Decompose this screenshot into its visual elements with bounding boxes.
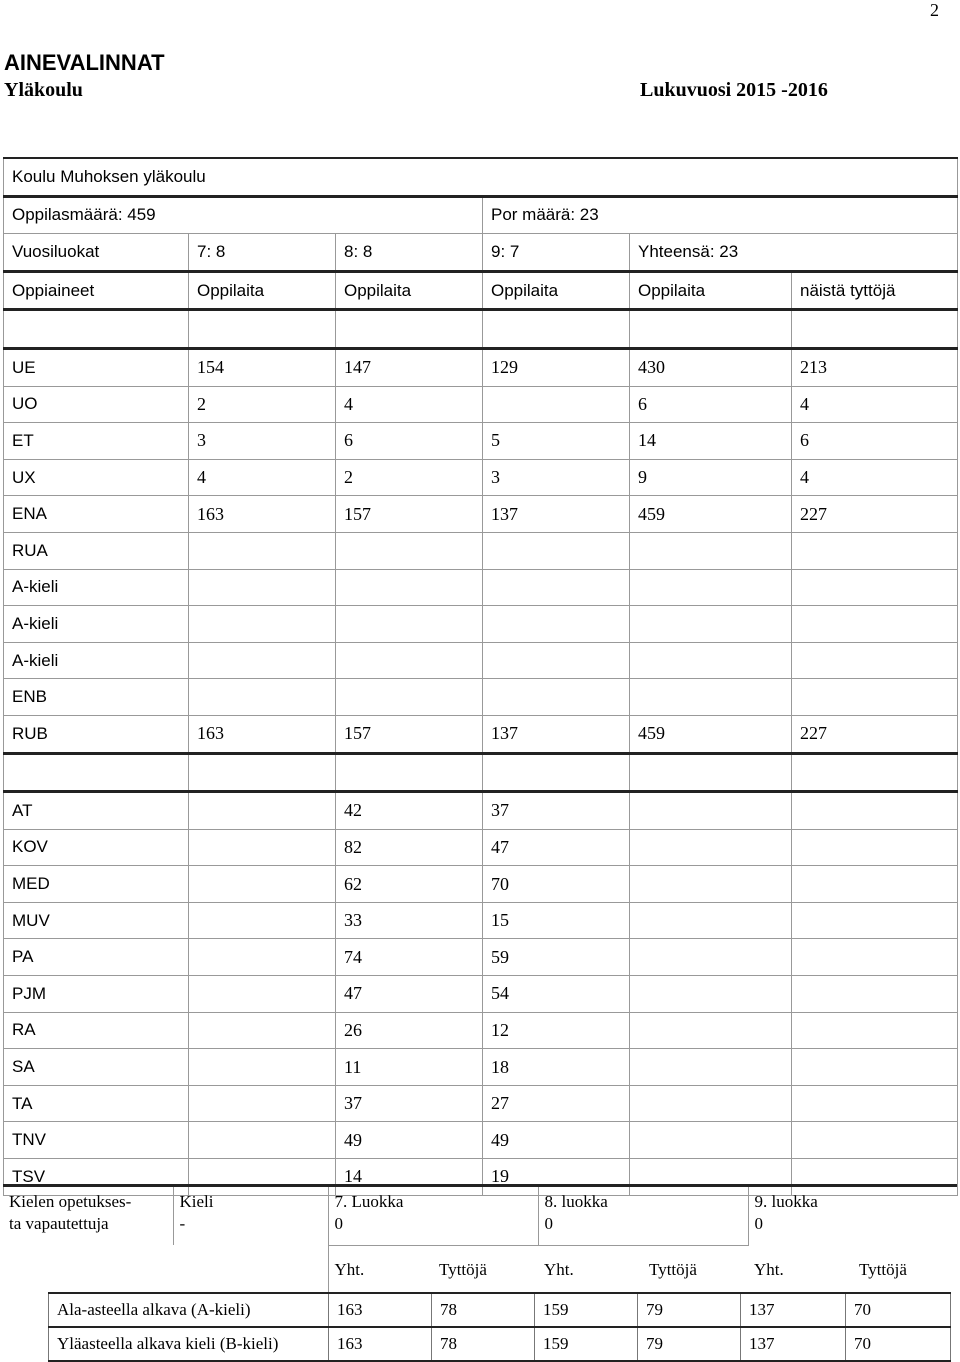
- subject-value: [189, 532, 336, 569]
- subject-value: 27: [483, 1085, 630, 1122]
- subject-row: [4, 679, 958, 716]
- subject-value: 213: [792, 348, 958, 386]
- subject-row: [4, 866, 958, 903]
- grade9-cell: [748, 1186, 957, 1246]
- grade8-value: 0: [544, 1214, 553, 1233]
- subject-value: 157: [336, 715, 483, 753]
- subject-value: [189, 606, 336, 643]
- subject-value: [630, 792, 792, 830]
- exempt-header-row: [3, 1186, 957, 1246]
- subject-name: PJM: [4, 976, 189, 1013]
- subject-value: [189, 829, 336, 866]
- classes-total: Yhteensä: 23: [630, 234, 958, 272]
- classes-label: Vuosiluokat: [4, 234, 189, 272]
- sub-header: Yht.: [544, 1260, 574, 1280]
- lang-start-value: 78: [432, 1327, 535, 1361]
- subject-value: [630, 866, 792, 903]
- subject-name: A-kieli: [4, 569, 189, 606]
- subject-value: 59: [483, 939, 630, 976]
- subject-name: TNV: [4, 1122, 189, 1159]
- subject-name: PA: [4, 939, 189, 976]
- subject-name: A-kieli: [4, 606, 189, 643]
- subject-name: RUA: [4, 532, 189, 569]
- subject-name: KOV: [4, 829, 189, 866]
- subject-value: 47: [483, 829, 630, 866]
- col-header: Oppilaita: [630, 271, 792, 310]
- subject-name: RA: [4, 1012, 189, 1049]
- subject-row: [4, 496, 958, 533]
- col-header: Oppiaineet: [4, 271, 189, 310]
- lang-start-value: 163: [329, 1327, 432, 1361]
- subject-value: [189, 569, 336, 606]
- subject-value: 459: [630, 715, 792, 753]
- subject-value: 157: [336, 496, 483, 533]
- subject-value: 6: [792, 423, 958, 460]
- subject-value: [630, 939, 792, 976]
- subject-row: [4, 642, 958, 679]
- sub-header: Yht.: [328, 1245, 433, 1295]
- sub-header: Tyttöjä: [439, 1260, 487, 1280]
- subject-value: 26: [336, 1012, 483, 1049]
- subject-value: [792, 1012, 958, 1049]
- grade7-cell: [328, 1186, 538, 1246]
- subject-value: [336, 569, 483, 606]
- exempt-label-line2: ta vapautettuja: [9, 1214, 109, 1233]
- subject-value: 14: [630, 423, 792, 460]
- subject-value: 430: [630, 348, 792, 386]
- subject-value: 459: [630, 496, 792, 533]
- subject-value: 18: [483, 1049, 630, 1086]
- subject-row: [4, 829, 958, 866]
- subject-value: 37: [336, 1085, 483, 1122]
- lang-start-value: 70: [846, 1327, 951, 1361]
- sub-header: Tyttöjä: [649, 1260, 697, 1280]
- subject-value: 82: [336, 829, 483, 866]
- grade8-cell: [538, 1186, 748, 1246]
- subject-value: 3: [189, 423, 336, 460]
- school-level: Yläkoulu: [4, 79, 83, 101]
- kieli-cell: [173, 1186, 328, 1246]
- exempt-label: [3, 1186, 173, 1246]
- subject-name: RUB: [4, 715, 189, 753]
- lang-start-value: 70: [846, 1293, 951, 1327]
- subject-row: [4, 1012, 958, 1049]
- lang-start-value: 79: [638, 1327, 741, 1361]
- subject-value: [189, 939, 336, 976]
- subject-value: 163: [189, 715, 336, 753]
- subject-value: [792, 679, 958, 716]
- subject-value: [189, 976, 336, 1013]
- page-title: AINEVALINNAT: [4, 50, 165, 75]
- subject-row: [4, 792, 958, 830]
- language-exemption-table: [3, 1184, 957, 1295]
- subject-value: 4: [792, 459, 958, 496]
- kieli-label: Kieli: [179, 1192, 214, 1211]
- subject-name: A-kieli: [4, 642, 189, 679]
- subject-name: AT: [4, 792, 189, 830]
- school-year: Lukuvuosi 2015 -2016: [640, 79, 828, 101]
- subject-value: 227: [792, 715, 958, 753]
- col-header: Oppilaita: [336, 271, 483, 310]
- subject-value: [630, 679, 792, 716]
- subject-value: [792, 532, 958, 569]
- subject-value: 19: [483, 1159, 630, 1196]
- lang-start-value: 137: [741, 1327, 846, 1361]
- subject-row: [4, 348, 958, 386]
- subject-row: [4, 532, 958, 569]
- subject-value: [792, 902, 958, 939]
- subject-value: [483, 642, 630, 679]
- subject-value: 14: [336, 1159, 483, 1196]
- lang-start-value: 137: [741, 1293, 846, 1327]
- col-header: Oppilaita: [483, 271, 630, 310]
- subject-value: 147: [336, 348, 483, 386]
- grade9-label: 9. luokka: [754, 1192, 818, 1211]
- classes-grade7: 7: 8: [189, 234, 336, 272]
- subject-value: [189, 1122, 336, 1159]
- lang-start-row: [49, 1293, 951, 1327]
- subject-row: [4, 1122, 958, 1159]
- subject-value: 6: [336, 423, 483, 460]
- subject-name: SA: [4, 1049, 189, 1086]
- subject-value: [792, 976, 958, 1013]
- subject-value: [189, 1012, 336, 1049]
- counts-row: [4, 196, 958, 234]
- subject-value: [792, 1122, 958, 1159]
- subject-value: [792, 606, 958, 643]
- subject-value: [483, 386, 630, 423]
- subject-row: [4, 1049, 958, 1086]
- subject-value: 49: [483, 1122, 630, 1159]
- subject-row: [4, 569, 958, 606]
- col-header: näistä tyttöjä: [792, 271, 958, 310]
- col-header: Oppilaita: [189, 271, 336, 310]
- subject-value: [630, 1049, 792, 1086]
- classes-row: [4, 234, 958, 272]
- subject-value: 4: [189, 459, 336, 496]
- header-row: [4, 271, 958, 310]
- subject-value: 37: [483, 792, 630, 830]
- subject-value: [189, 1085, 336, 1122]
- grade8-label: 8. luokka: [544, 1192, 608, 1211]
- lang-start-label: Ala-asteella alkava (A-kieli): [49, 1293, 329, 1327]
- subject-value: [630, 1122, 792, 1159]
- page-number: 2: [930, 0, 939, 20]
- subject-value: 4: [792, 386, 958, 423]
- subject-value: 47: [336, 976, 483, 1013]
- lang-start-value: 159: [535, 1327, 638, 1361]
- student-count: Oppilasmäärä: 459: [4, 196, 483, 234]
- spacer-row: [4, 310, 958, 349]
- subject-value: [792, 569, 958, 606]
- subject-value: [630, 976, 792, 1013]
- subject-name: ET: [4, 423, 189, 460]
- subject-value: 4: [336, 386, 483, 423]
- subject-value: [630, 1085, 792, 1122]
- classes-grade9: 9: 7: [483, 234, 630, 272]
- subject-value: [792, 866, 958, 903]
- subject-name: MUV: [4, 902, 189, 939]
- subject-value: 227: [792, 496, 958, 533]
- subject-value: [630, 902, 792, 939]
- subject-value: 129: [483, 348, 630, 386]
- lang-start-value: 159: [535, 1293, 638, 1327]
- school-name: Koulu Muhoksen yläkoulu: [4, 158, 958, 196]
- lang-start-value: 78: [432, 1293, 535, 1327]
- lang-start-label: Yläasteella alkava kieli (B-kieli): [49, 1327, 329, 1361]
- grade7-label: 7. Luokka: [334, 1192, 404, 1211]
- subject-row: [4, 606, 958, 643]
- sub-header: Tyttöjä: [859, 1260, 907, 1279]
- subject-value: [336, 642, 483, 679]
- subject-value: 12: [483, 1012, 630, 1049]
- subject-value: 3: [483, 459, 630, 496]
- subject-value: [630, 569, 792, 606]
- subject-value: 54: [483, 976, 630, 1013]
- teacher-count: Por määrä: 23: [483, 196, 958, 234]
- spacer-row: [4, 753, 958, 792]
- subject-row: [4, 976, 958, 1013]
- language-start-table: [48, 1292, 951, 1362]
- subject-value: 9: [630, 459, 792, 496]
- subject-choices-table: [3, 157, 958, 1196]
- subject-row: [4, 939, 958, 976]
- subject-value: [189, 642, 336, 679]
- subject-value: [483, 532, 630, 569]
- subject-value: 49: [336, 1122, 483, 1159]
- subject-value: 154: [189, 348, 336, 386]
- subject-value: [792, 829, 958, 866]
- sub-header: Yht.: [754, 1260, 784, 1279]
- grade7-value: 0: [334, 1214, 343, 1233]
- subject-value: 137: [483, 715, 630, 753]
- subject-row: [4, 386, 958, 423]
- subject-value: [483, 679, 630, 716]
- subject-value: [792, 1049, 958, 1086]
- subject-value: [483, 606, 630, 643]
- subject-value: [189, 792, 336, 830]
- subject-value: [336, 679, 483, 716]
- subject-row: [4, 902, 958, 939]
- subject-row: [4, 459, 958, 496]
- subject-value: [630, 532, 792, 569]
- subject-value: [189, 679, 336, 716]
- subject-value: [792, 642, 958, 679]
- subject-row: [4, 423, 958, 460]
- subject-value: 62: [336, 866, 483, 903]
- subject-value: 74: [336, 939, 483, 976]
- subject-value: [483, 569, 630, 606]
- subject-value: 5: [483, 423, 630, 460]
- subject-value: 137: [483, 496, 630, 533]
- subject-name: UO: [4, 386, 189, 423]
- subject-name: UX: [4, 459, 189, 496]
- subject-value: [630, 642, 792, 679]
- subject-name: TA: [4, 1085, 189, 1122]
- subject-value: 11: [336, 1049, 483, 1086]
- subject-name: MED: [4, 866, 189, 903]
- subject-value: 163: [189, 496, 336, 533]
- subject-value: [792, 1085, 958, 1122]
- subject-value: 6: [630, 386, 792, 423]
- subject-value: [336, 606, 483, 643]
- subject-name: TSV: [4, 1159, 189, 1196]
- subject-value: [630, 606, 792, 643]
- school-row: [4, 158, 958, 196]
- sub-header-row: [3, 1245, 957, 1295]
- subject-name: ENB: [4, 679, 189, 716]
- lang-start-value: 163: [329, 1293, 432, 1327]
- subject-value: 70: [483, 866, 630, 903]
- subject-value: 2: [189, 386, 336, 423]
- subject-value: 15: [483, 902, 630, 939]
- subject-value: 42: [336, 792, 483, 830]
- subject-value: 33: [336, 902, 483, 939]
- subject-value: 2: [336, 459, 483, 496]
- subject-value: [792, 939, 958, 976]
- subject-value: [792, 792, 958, 830]
- classes-grade8: 8: 8: [336, 234, 483, 272]
- lang-start-value: 79: [638, 1293, 741, 1327]
- subject-name: ENA: [4, 496, 189, 533]
- kieli-value: -: [179, 1214, 186, 1233]
- grade9-value: 0: [754, 1214, 763, 1233]
- subject-value: [336, 532, 483, 569]
- subject-value: [630, 1012, 792, 1049]
- subject-value: [189, 866, 336, 903]
- lang-start-row: [49, 1327, 951, 1361]
- subject-row: [4, 715, 958, 753]
- subject-value: [189, 902, 336, 939]
- subject-row: [4, 1085, 958, 1122]
- exempt-label-line1: Kielen opetukses-: [9, 1192, 132, 1211]
- subject-name: UE: [4, 348, 189, 386]
- subject-value: [189, 1049, 336, 1086]
- subject-value: [630, 829, 792, 866]
